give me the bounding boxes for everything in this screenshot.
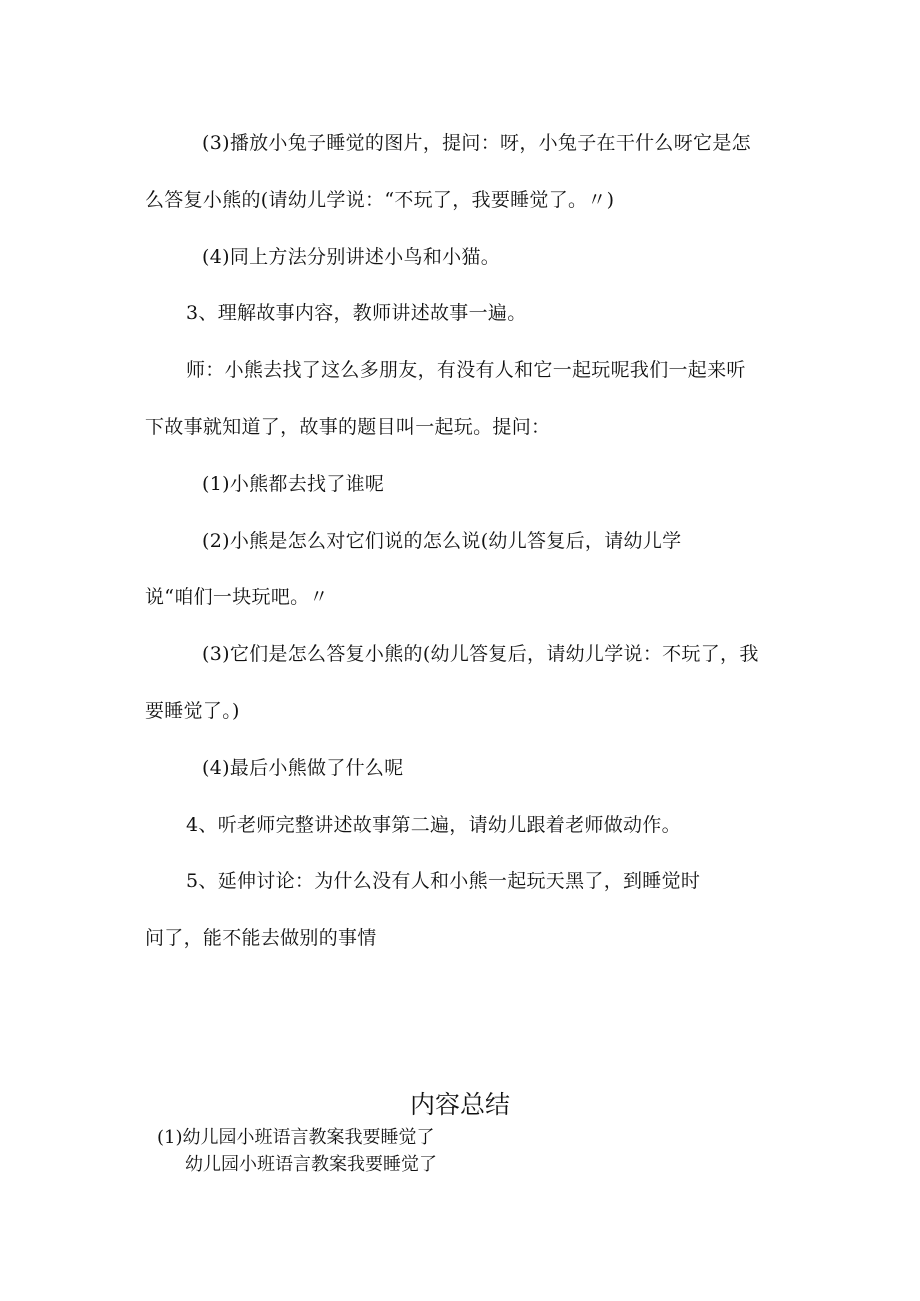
- paragraph-line: 要睡觉了。): [145, 700, 240, 722]
- paragraph-line: 问了，能不能去做别的事情: [145, 927, 377, 949]
- paragraph-line: 4、听老师完整讲述故事第二遍，请幼儿跟着老师做动作。: [186, 814, 681, 836]
- paragraph-line: (3)播放小兔子睡觉的图片，提问：呀，小兔子在干什么呀它是怎: [202, 132, 751, 154]
- paragraph-line: (1)小熊都去找了谁呢: [202, 473, 385, 495]
- paragraph-line: 师：小熊去找了这么多朋友，有没有人和它一起玩呢我们一起来听: [186, 359, 746, 381]
- paragraph-line: (4)同上方法分别讲述小鸟和小猫。: [202, 246, 501, 268]
- summary-item: 幼儿园小班语言教案我要睡觉了: [185, 1154, 437, 1175]
- paragraph-line: 3、理解故事内容，教师讲述故事一遍。: [186, 302, 527, 324]
- summary-title: 内容总结: [409, 1090, 510, 1119]
- summary-item: (1)幼儿园小班语言教案我要睡觉了: [157, 1127, 435, 1148]
- paragraph-line: (2)小熊是怎么对它们说的怎么说(幼儿答复后，请幼儿学: [202, 530, 682, 552]
- paragraph-line: (4)最后小熊做了什么呢: [202, 757, 404, 779]
- paragraph-line: 下故事就知道了，故事的题目叫一起玩。提问：: [145, 416, 551, 438]
- paragraph-line: 说“咱们一块玩吧。〃: [145, 586, 329, 608]
- paragraph-line: (3)它们是怎么答复小熊的(幼儿答复后，请幼儿学说：不玩了，我: [202, 643, 759, 665]
- paragraph-line: 么答复小熊的(请幼儿学说：“不玩了，我要睡觉了。〃): [145, 189, 615, 211]
- paragraph-line: 5、延伸讨论：为什么没有人和小熊一起玩天黑了，到睡觉时: [186, 870, 701, 892]
